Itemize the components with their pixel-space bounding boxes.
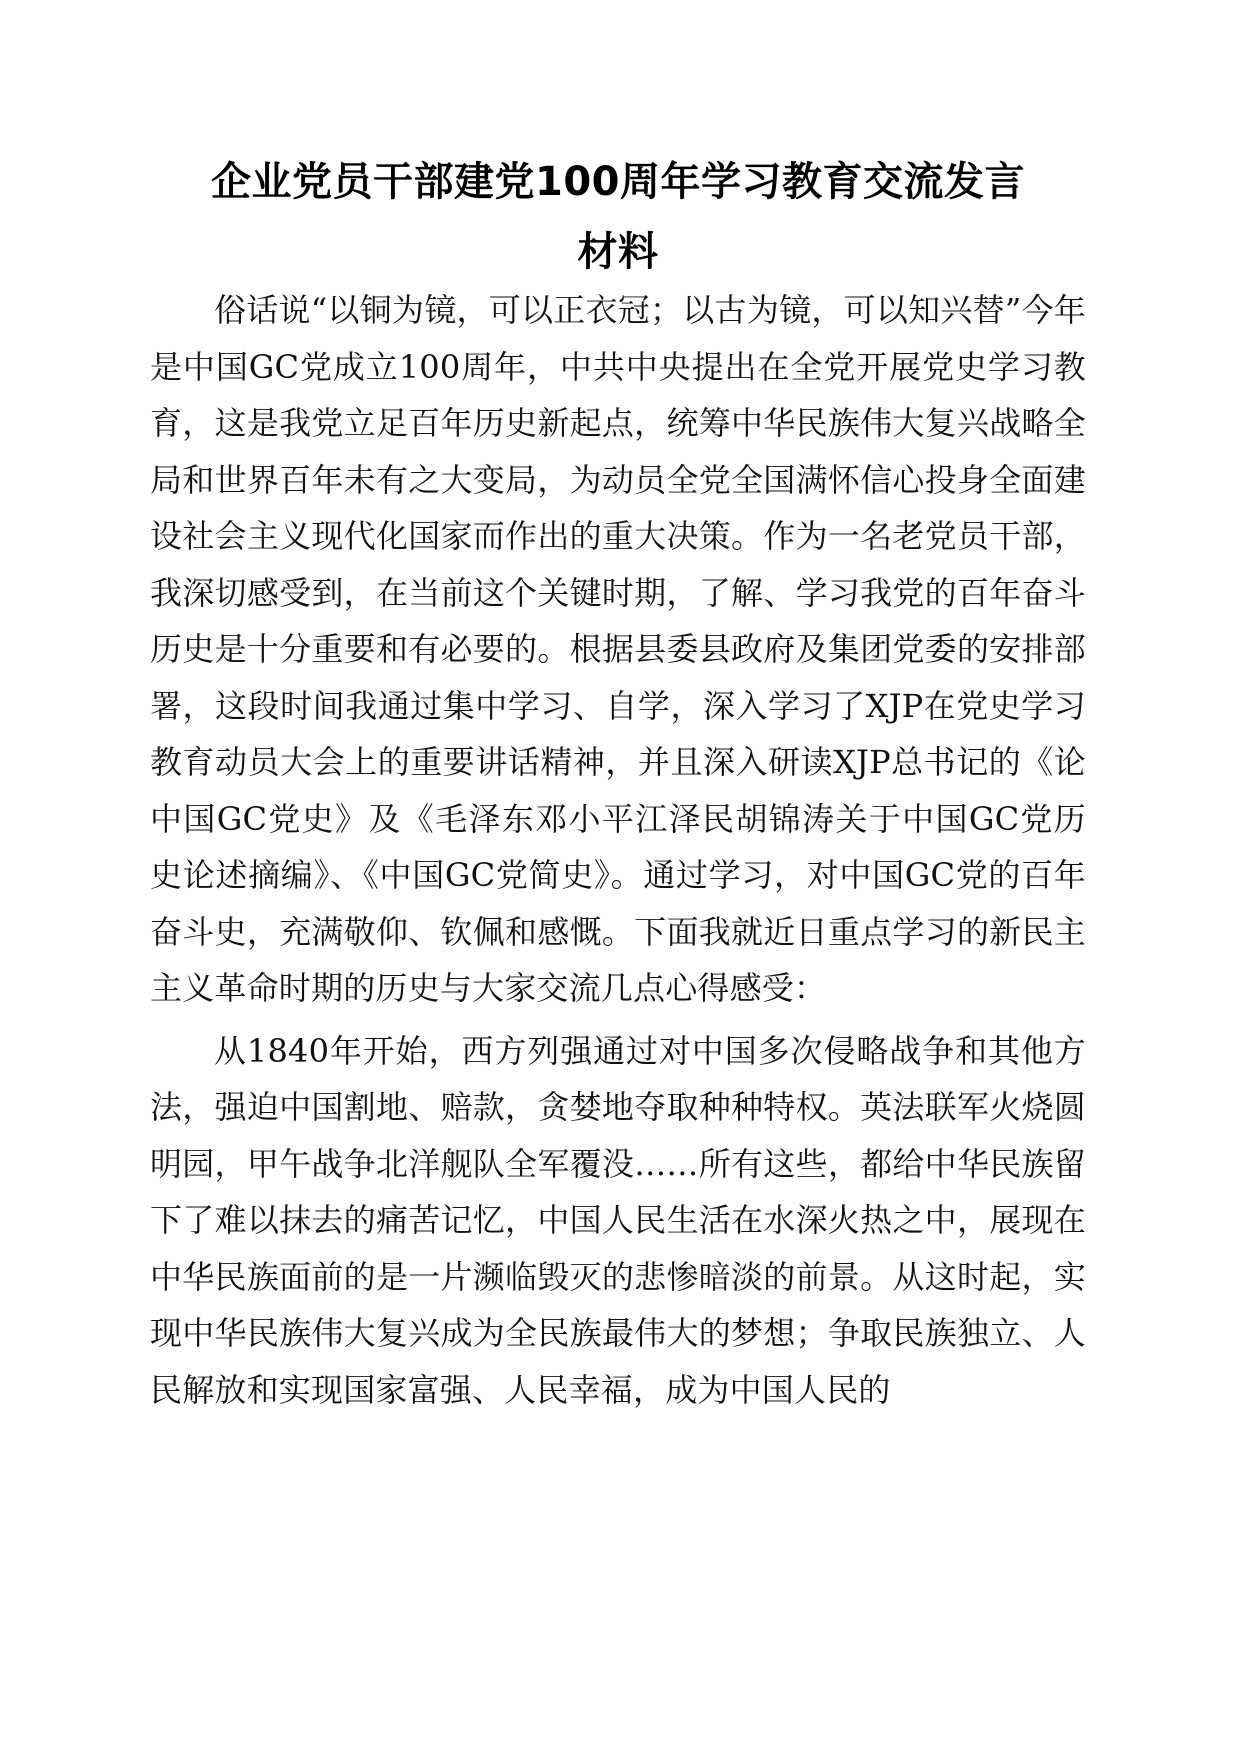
document-content (150, 150, 1086, 1418)
title-line-2: 材料 (577, 229, 659, 275)
body-paragraph-2: 从1840年开始，西方列强通过对中国多次侵略战争和其他方法，强迫中国割地、赔款，贪婪地夺取种种特权。英法联军火烧圆明园，甲午战争北洋舰队全军覆没……所有这些，都给中华民族留下了难以抹去的痛苦记忆，中国人民生活在水深火热之中，展现在中华民族面前的是一片濒临毁灭的悲惨暗淡的前景。从这时起，实现中华民族伟大复兴成为全民族最伟大的梦想；争取民族独立、人民解放和实现国家富强、人民幸福，成为中国人民的 (150, 1031, 1086, 1409)
body-paragraph-1: 俗话说“以铜为镜，可以正衣冠；以古为镜，可以知兴替”今年是中国GC党成立100周年，中共中央提出在全党开展党史学习教育，这是我党立足百年历史新起点，统筹中华民族伟大复兴战略全局和世界百年未有之大变局，为动员全党全国满怀信心投身全面建设社会主义现代化国家而作出的重大决策。作为一名老党员干部，我深切感受到，在当前这个关键时期，了解、学习我党的百年奋斗历史是十分重要和有必要的。根据县委县政府及集团党委的安排部署，这段时间我通过集中学习、自学，深入学习了XJP在党史学习教育动员大会上的重要讲话精神，并且深入研读XJP总书记的《论中国GC党史》及《毛泽东邓小平江泽民胡锦涛关于中国GC党历史论述摘编》、《中国GC党简史》。通过学习，对中国GC党的百年奋斗史，充满敬仰、钦佩和感慨。下面我就近日重点学习的新民主主义革命时期的历史与大家交流几点心得感受： (150, 291, 1086, 1007)
title-line-1: 企业党员干部建党100周年学习教育交流发言 (211, 159, 1025, 205)
document-title (150, 150, 1086, 284)
